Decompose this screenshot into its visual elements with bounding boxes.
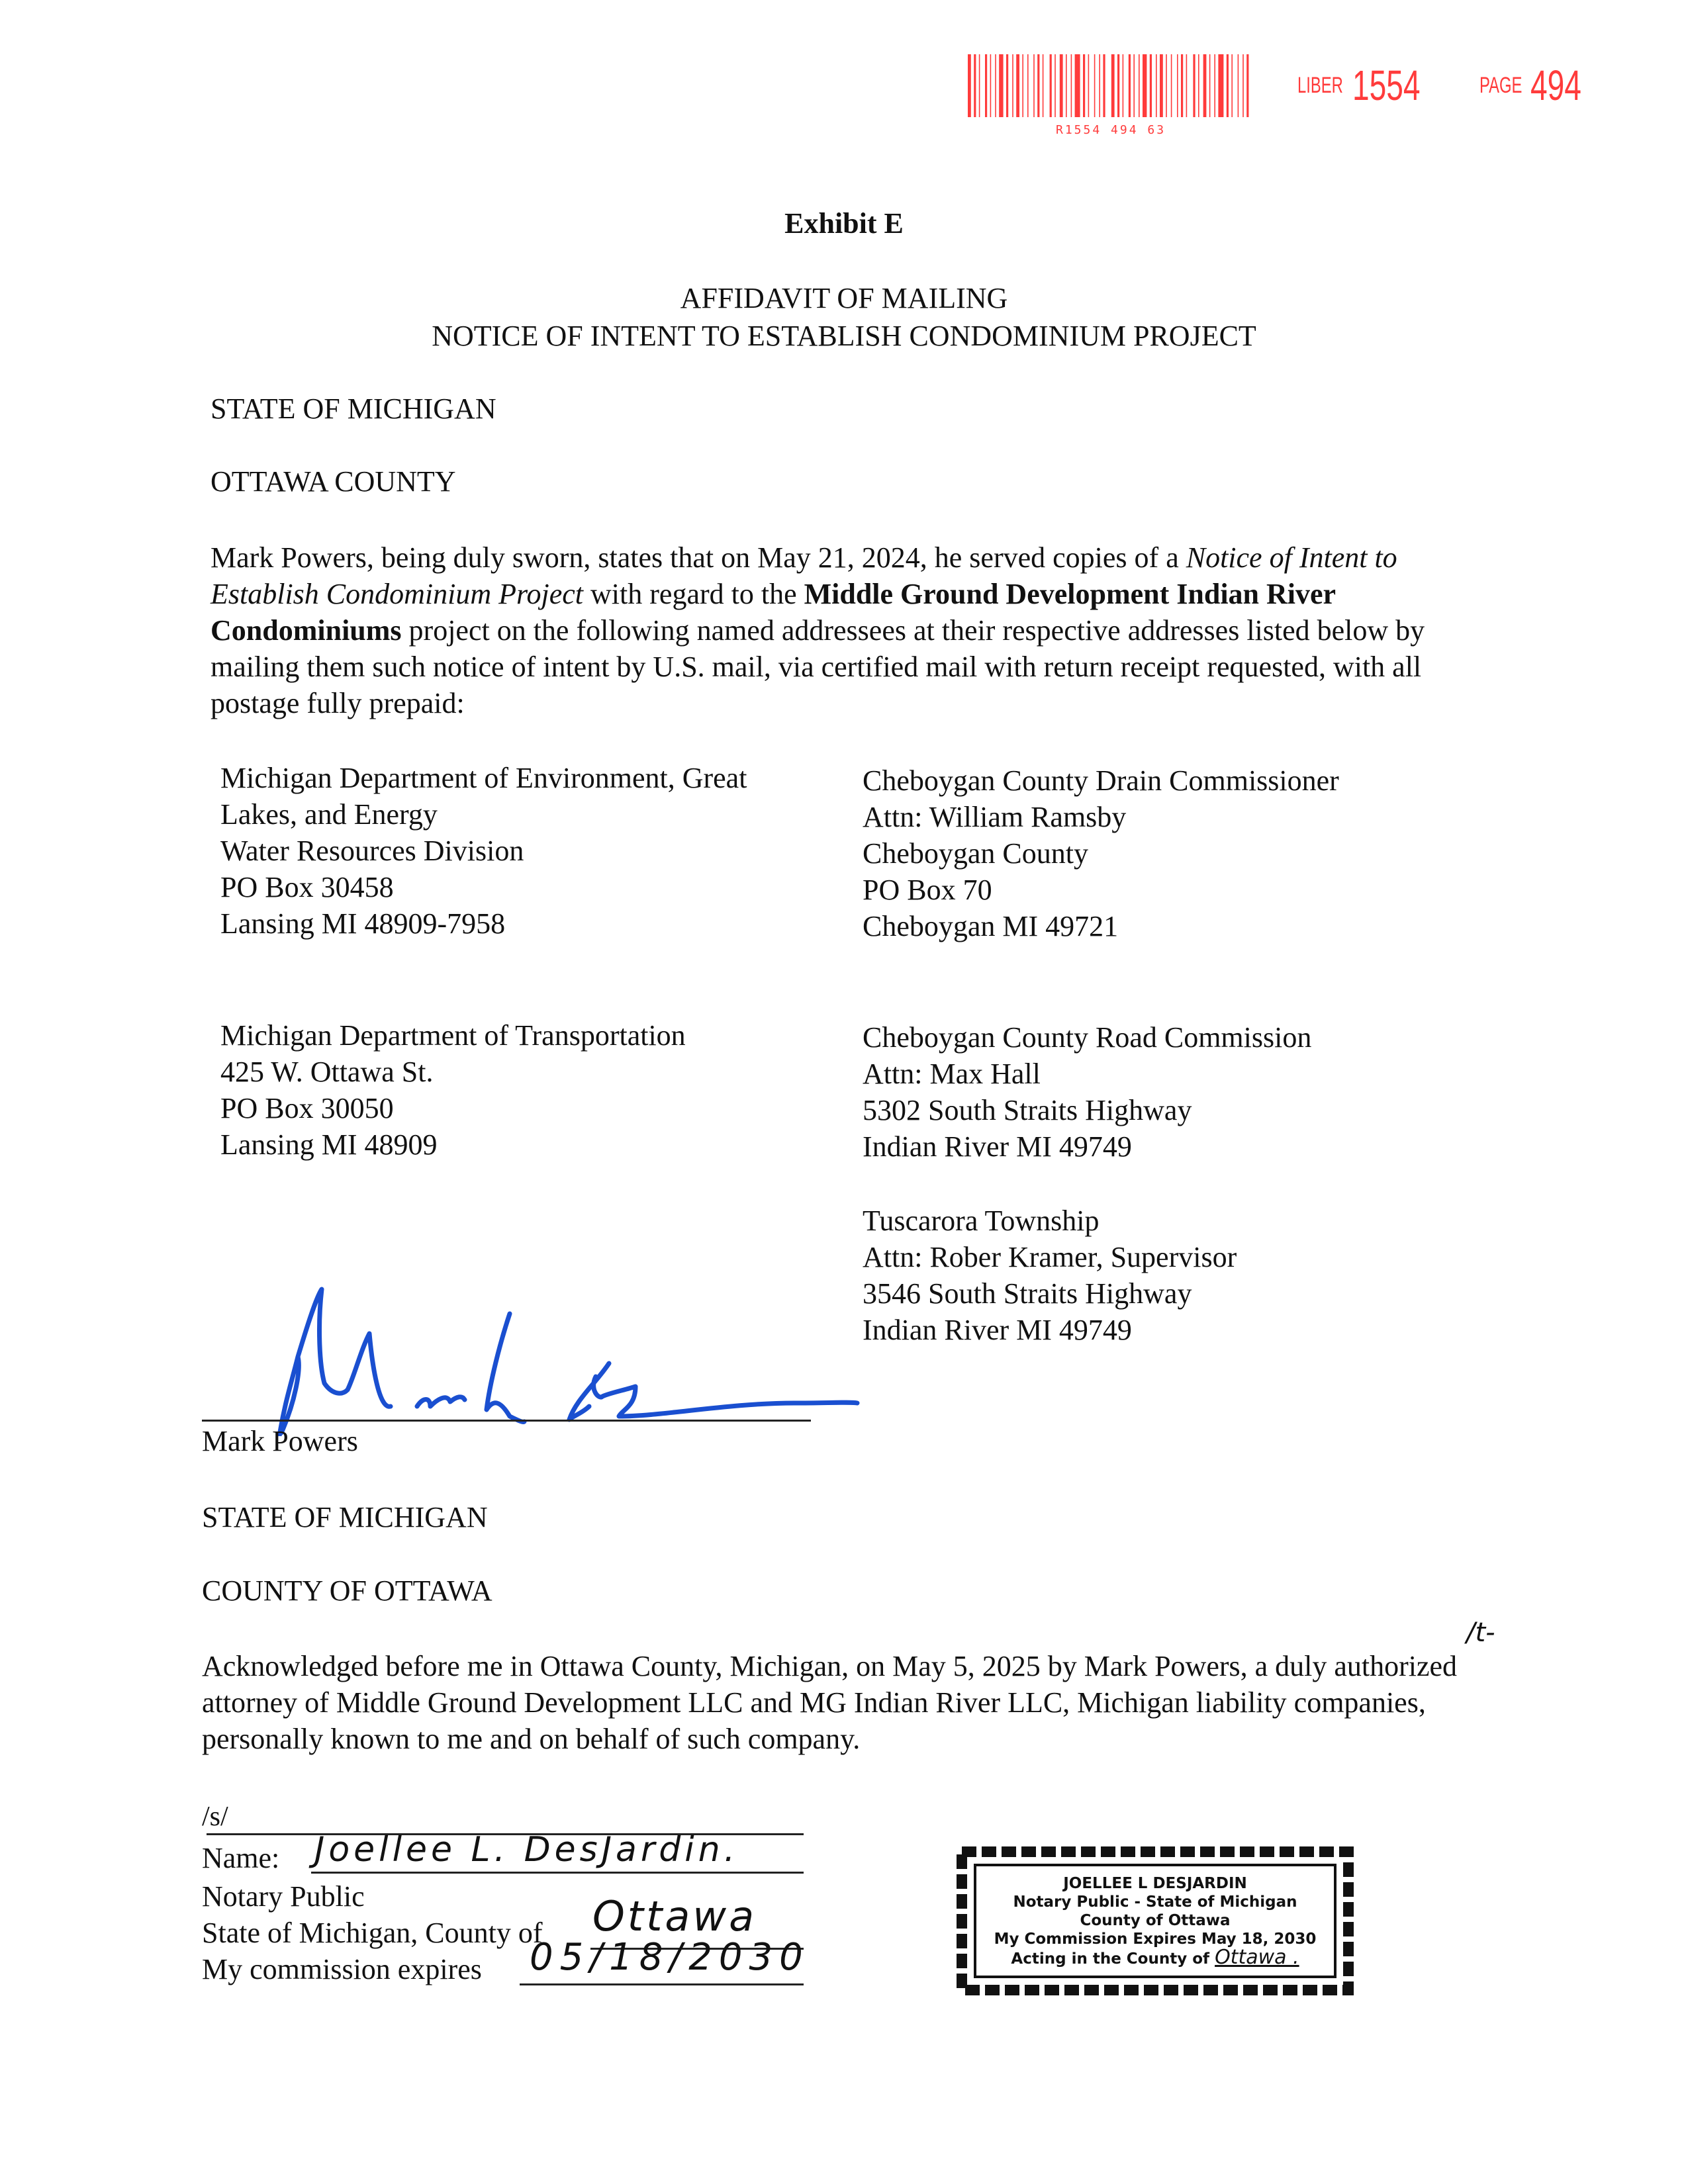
liber-number: 1554 (1352, 62, 1421, 109)
barcode-bar (985, 54, 987, 117)
barcode-bar (1198, 54, 1199, 117)
notary-name-handwritten: Joellee L. DesJardin. (314, 1830, 739, 1870)
notary-county-label: State of Michigan, County of (202, 1917, 543, 1949)
barcode-bar (1129, 54, 1131, 117)
barcode-bar (1016, 54, 1019, 117)
document-title: AFFIDAVIT OF MAILING (680, 282, 1008, 314)
address-line: Indian River MI 49749 (863, 1130, 1132, 1163)
barcode-bar (1166, 54, 1167, 117)
barcode-bar (1160, 54, 1163, 117)
project-name: Middle Ground Development Indian River Condominiums (211, 578, 1336, 647)
notary-name-line (311, 1872, 804, 1874)
barcode-bar (1231, 54, 1233, 117)
seal-county: County of Ottawa (1080, 1912, 1231, 1929)
barcode-bar (1033, 54, 1035, 117)
address-line: Cheboygan County Drain Commissioner (863, 764, 1339, 797)
address-line: Attn: Max Hall (863, 1058, 1041, 1090)
barcode-bar (995, 54, 996, 117)
address-line: Tuscarora Township (863, 1205, 1100, 1237)
barcode-bar (1139, 54, 1140, 117)
notary-venue-state: STATE OF MICHIGAN (202, 1501, 488, 1533)
address-line: Michigan Department of Environment, Great (220, 762, 747, 794)
barcode-bar (990, 54, 992, 117)
barcode-bar (1037, 54, 1039, 117)
barcode-bar (1094, 54, 1096, 117)
barcode-bar (1022, 54, 1023, 117)
barcode-bar (1156, 54, 1157, 117)
seal-notary-name: JOELLEE L DESJARDIN (1063, 1875, 1247, 1892)
barcode-number: R1554 494 63 (1056, 123, 1166, 137)
notary-county-handwritten: Ottawa (592, 1892, 757, 1940)
address-line: Water Resources Division (220, 835, 524, 867)
address-line: 425 W. Ottawa St. (220, 1056, 434, 1088)
document-subtitle: NOTICE OF INTENT TO ESTABLISH CONDOMINIUM PROJECT (432, 320, 1256, 352)
address-line: Indian River MI 49749 (863, 1314, 1132, 1346)
signer-name: Mark Powers (202, 1425, 358, 1457)
address-line: Lakes, and Energy (220, 798, 438, 831)
barcode-bar (1203, 54, 1207, 117)
address-line: PO Box 70 (863, 874, 992, 906)
barcode-bar (1133, 54, 1135, 117)
venue-state: STATE OF MICHIGAN (211, 392, 496, 425)
barcode-bar (1006, 54, 1008, 117)
notary-expires-line (520, 1983, 804, 1985)
margin-mark: /t- (1466, 1617, 1495, 1648)
notary-name-label: Name: (202, 1842, 280, 1874)
barcode-bar (1238, 54, 1239, 117)
affidavit-statement (211, 539, 1488, 721)
recording-barcode (966, 54, 1251, 117)
barcode-bar (1066, 54, 1067, 117)
seal-notary-title: Notary Public - State of Michigan (1013, 1893, 1297, 1911)
notary-sig-mark: /s/ (202, 1801, 228, 1832)
statement-text: Mark Powers, being duly sworn, states that on May 21, 2024, he served copies of a (211, 541, 1186, 574)
seal-acting-label: Acting in the County of (1011, 1950, 1210, 1968)
address-line: Lansing MI 48909-7958 (220, 907, 506, 940)
acknowledgment (202, 1648, 1473, 1757)
barcode-bar (1218, 54, 1223, 117)
address-line: PO Box 30458 (220, 871, 394, 903)
signature-line (202, 1420, 811, 1422)
barcode-bar (1227, 54, 1229, 117)
address-line: Michigan Department of Transportation (220, 1019, 686, 1052)
page-label: PAGE (1479, 73, 1523, 98)
liber-label: LIBER (1297, 73, 1343, 98)
seal-expiration: My Commission Expires May 18, 2030 (994, 1931, 1317, 1948)
barcode-bar (1143, 54, 1147, 117)
barcode-bar (1088, 54, 1090, 117)
statement-text: with regard to the (583, 578, 804, 610)
barcode-bar (1246, 54, 1248, 117)
barcode-bar (1214, 54, 1215, 117)
barcode-bar (1083, 54, 1085, 117)
notice-title: Notice of Intent to Establish Condominium Project (211, 541, 1397, 610)
statement-text: project on the following named addressees at their respective addresses listed below by mailing them such notice of intent by U.S. mail, via certified mail with return receipt requested, with all postage fully prepaid: (211, 614, 1425, 719)
barcode-bar (1177, 54, 1178, 117)
seal-acting-handwritten: Ottawa . (1215, 1946, 1299, 1969)
barcode-bar (979, 54, 980, 117)
address-line: Cheboygan County Road Commission (863, 1021, 1312, 1054)
address-line: Cheboygan County (863, 837, 1088, 870)
barcode-bar (1117, 54, 1119, 117)
addressee-mdot (220, 1017, 686, 1163)
address-line: Cheboygan MI 49721 (863, 910, 1119, 942)
barcode-bar (1150, 54, 1152, 117)
notary-expires-label: My commission expires (202, 1953, 482, 1985)
barcode-bar (1050, 54, 1052, 117)
barcode-bar (1043, 54, 1044, 117)
barcode-bar (1012, 54, 1013, 117)
signature-mark-powers (199, 1284, 861, 1436)
notary-expires-handwritten: 05/18/2030 (530, 1936, 810, 1979)
exhibit-label: Exhibit E (784, 207, 904, 240)
barcode-bar (999, 54, 1003, 117)
addressee-tuscarora-township (863, 1203, 1237, 1348)
address-line: Attn: William Ramsby (863, 801, 1127, 833)
seal-acting-county (976, 1948, 1334, 1968)
address-line: PO Box 30050 (220, 1092, 394, 1124)
barcode-bar (1186, 54, 1188, 117)
notary-title: Notary Public (202, 1880, 365, 1913)
barcode-bar (1075, 54, 1080, 117)
barcode-bar (1243, 54, 1244, 117)
barcode-bar (1111, 54, 1115, 117)
barcode-bar (1055, 54, 1056, 117)
addressee-road-commission (863, 1019, 1311, 1165)
barcode-bar (1027, 54, 1029, 117)
barcode-bar (974, 54, 976, 117)
barcode-bar (1181, 54, 1183, 117)
address-line: 5302 South Straits Highway (863, 1094, 1192, 1126)
addressee-drain-commissioner (863, 762, 1339, 944)
venue-county: OTTAWA COUNTY (211, 465, 456, 498)
addressee-egle (220, 760, 747, 942)
address-line: 3546 South Straits Highway (863, 1277, 1192, 1310)
barcode-bar (1103, 54, 1105, 117)
barcode-bar (1060, 54, 1063, 117)
acknowledgment-text: Acknowledged before me in Ottawa County, Michigan, on May 5, 2025 by Mark Powers, a duly authorized attorney of Middle Ground Development LLC and MG Indian River LLC, Michigan liability companies, personally known to me and on behalf of such company. (202, 1650, 1458, 1755)
barcode-bar (1099, 54, 1100, 117)
barcode-bar (1071, 54, 1072, 117)
notary-seal-stamp (957, 1846, 1354, 1995)
barcode-bar (1123, 54, 1124, 117)
address-line: Lansing MI 48909 (220, 1128, 438, 1161)
page-number: 494 (1530, 62, 1581, 109)
notary-venue-county: COUNTY OF OTTAWA (202, 1574, 492, 1607)
barcode-bar (1209, 54, 1211, 117)
barcode-bar (968, 54, 971, 117)
barcode-bar (1171, 54, 1172, 117)
barcode-bar (1193, 54, 1195, 117)
address-line: Attn: Rober Kramer, Supervisor (863, 1241, 1237, 1273)
